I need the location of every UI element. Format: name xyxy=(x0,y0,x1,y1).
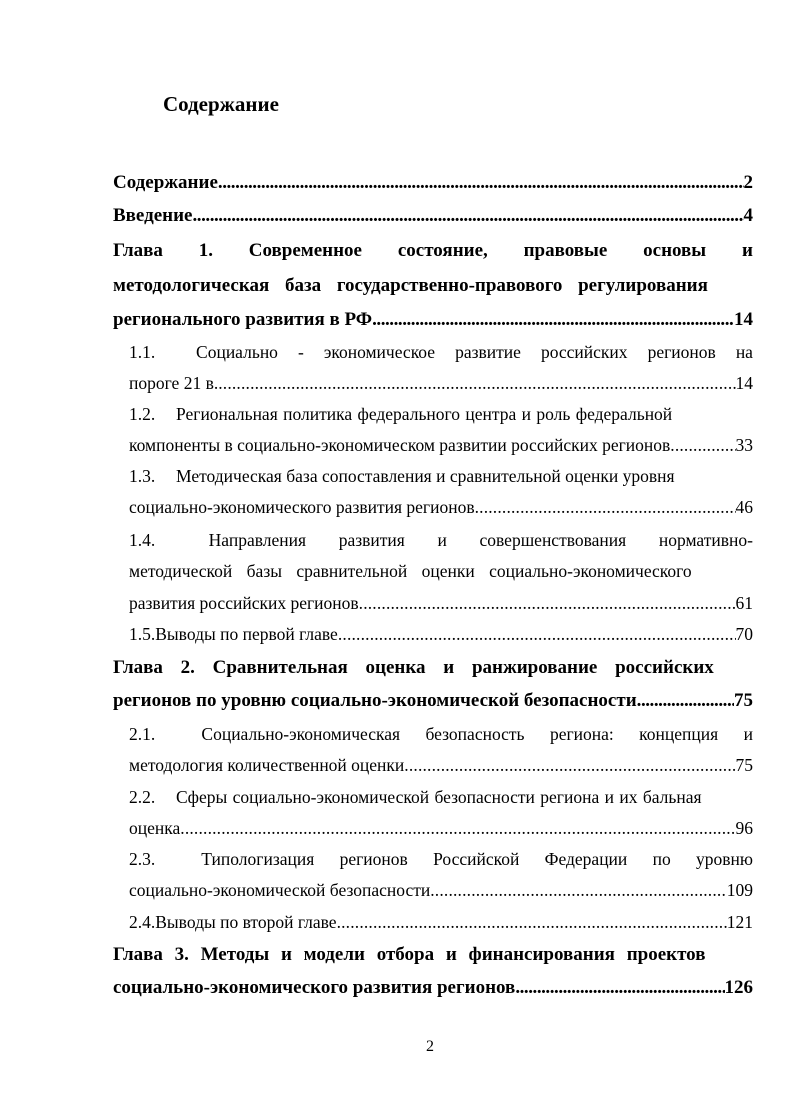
page-number: 2 xyxy=(426,1038,434,1055)
toc-chapter-1-line2: методологическая база государственно-правового регулирования xyxy=(113,275,708,296)
toc-entry-introduction[interactable]: Введение . . . 4 xyxy=(113,205,753,227)
toc-chapter-1-line3: регионального развития в РФ . . . 14 xyxy=(113,309,753,331)
toc-section-1-5[interactable]: 1.5. Выводы по первой главе . . . 70 xyxy=(129,624,753,645)
document-page: Содержание Содержание . . . 2 Введение . . . 4 Глава 1. Современное состояние, правовые основы и методологическая база государственно-правового регулирования регионального развития в РФ . . . 14 1.1. Социально - экономическое развитие российских регионов на пороге 21 в. . . . 14 1.2. Региональная политика федерального центра и роль федеральной компоненты в социально-экономическом развитии российских регионов . . . 33 1.3. Методическая база сопоставления и сравнительной оценки уровня социально-экономического развития регионов . . . 46 1.4. Направления развития и совершенствования нормативно- методической базы сравнительной оценки социально-экономического развития российских регионов . . . 61 1.5. Выводы по первой главе . . . 70 Глава 2. Сравнительная оценка и ранжирование российских регионов по уровню социально-экономической безопасности . . . 75 2.1. Социально-экономическая безопасность региона: концепция и методология количественной оценки . . . 75 2.2. Сферы социально-экономической безопасности региона и их бальная оценка . . . 96 2.3. Типологизация регионов Российской Федерации по уровню социально-экономической безопасности . . . 109 2.4. Выводы по второй главе . . . 121 Глава 3. Методы и модели отбора и финансирования проектов социально-экономического развития регионов . . . 126 2 xyxy=(0,0,796,1095)
toc-entry-contents[interactable]: Содержание . . . 2 xyxy=(113,172,753,194)
page-title: Содержание xyxy=(163,92,279,116)
toc-section-2-4[interactable]: 2.4. Выводы по второй главе . . . 121 xyxy=(129,912,753,933)
toc-chapter-1-line1: Глава 1. Современное состояние, правовые основы и xyxy=(113,240,753,261)
